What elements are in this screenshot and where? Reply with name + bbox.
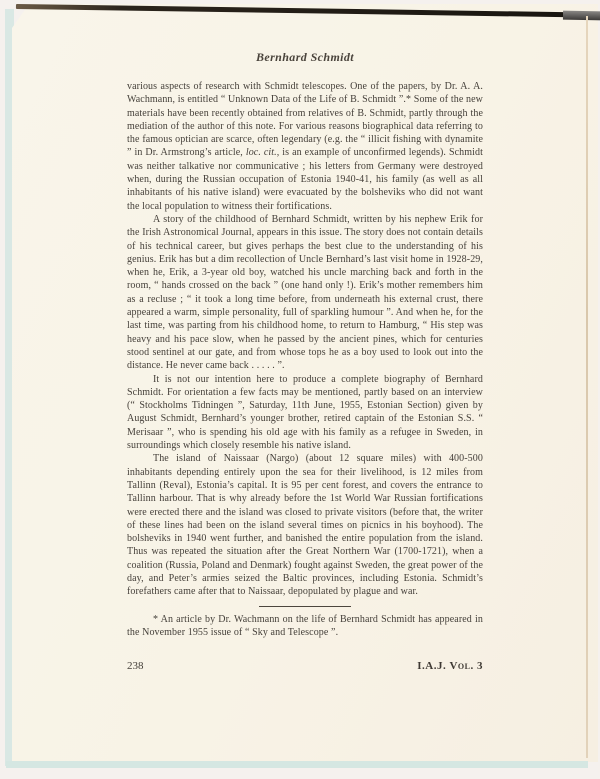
bottom-page-edge-strip [6, 761, 588, 768]
running-header: Bernhard Schmidt [255, 50, 355, 64]
paragraph: It is not our intention here to produce a complete biography of Bernhard Schmidt. For orientation a few facts may be mentioned, partly based on an interview (“ Stockholms Tidningen ”, Saturday, 11th June, 1955, Estonian Section) given by August Schmidt, Bernhard’s younger brother, retired captain of the Estonian S.S. “ Merisaar ”, who is spending his old age with his family as a refugee in Sweden, in surroundings which closely resemble his native island. [127, 373, 483, 452]
top-right-corner-shadow [563, 11, 600, 21]
paragraph: A story of the childhood of Bernhard Schmidt, written by his nephew Erik for the Irish Astronomical Journal, appears in this issue. The story does not contain details of his technical career, but gives perhaps the best clue to the understanding of his genius. Erik has but a dim recollection of Uncle Bernhard’s last visit home in 1928-29, when he, Erik, a 3-year old boy, watched his uncle marching back and forth in the room, “ hands crossed on the back ” (one hand only !). Erik’s mother remembers him as a recluse ; “ it took a long time before, from underneath his external crust, there appeared a warm, simple personality, full of sparkling humour ”. And when he, for the last time, was parting from his childhood home, to return to Hamburg, “ His step was heavy and his pace slow, when he passed by the ancient pines, which for centuries stood sentinel at our gate, and from whose tops he as a boy used to look out into the distance. He never came back . . . . . ”. [127, 213, 483, 372]
paragraph: The island of Naissaar (Nargo) (about 12 square miles) with 400-500 inhabitants depending entirely upon the sea for their livelihood, is 12 miles from Tallinn (Reval), Estonia’s capital. It is 95 per cent forest, and covers the entrance to Tallinn harbour. That is why already before the 1st World War Russian fortifications were erected there and the island was closed to private visitors (before that, the writer of these lines had been on the island several times on picnics in his boyhood). The bolsheviks in 1940 went further, and banished the entire population from the island. Thus was repeated the situation after the Great Northern War (1700-1721), when a coalition (Russia, Poland and Denmark) fought against Sweden, the great power of the day, and Peter’s armies seized the Baltic provinces, including Estonia. Schmidt’s forefathers came after that to Naissaar, depopulated by plague and war. [127, 453, 483, 598]
body-text [127, 80, 483, 599]
paragraph: various aspects of research with Schmidt telescopes. One of the papers, by Dr. A. A. Wachmann, is entitled “ Unknown Data of the Life of B. Schmidt ”.* Some of the new materials have been recently obtained from relatives of B. Schmidt, partly through the mediation of the author of this note. For various reasons biographical data referring to the famous optician are scarce, often legendary (e.g. the “ illicit fishing with dynamite ” in Dr. Armstrong’s article, loc. cit., is an example of unconfirmed legends). Schmidt was neither talkative nor communicative ; his letters from Germany were destroyed when, during the Russian occupation of Estonia 1940-41, his family (as well as all inhabitants of his native island) were evacuated by the bolsheviks who did not want the local population to witness their fortifications. [127, 81, 483, 212]
page-footer [127, 660, 483, 673]
right-page-edge-crease [586, 16, 588, 758]
footnote-divider-rule [259, 606, 351, 607]
journal-volume-label: I.A.J. Vol. 3 [417, 660, 483, 673]
page-content [127, 50, 483, 673]
page-number: 238 [127, 660, 144, 673]
footnote: * An article by Dr. Wachmann on the life of Bernhard Schmidt has appeared in the November 1955 issue of “ Sky and Telescope ”. [127, 613, 483, 638]
